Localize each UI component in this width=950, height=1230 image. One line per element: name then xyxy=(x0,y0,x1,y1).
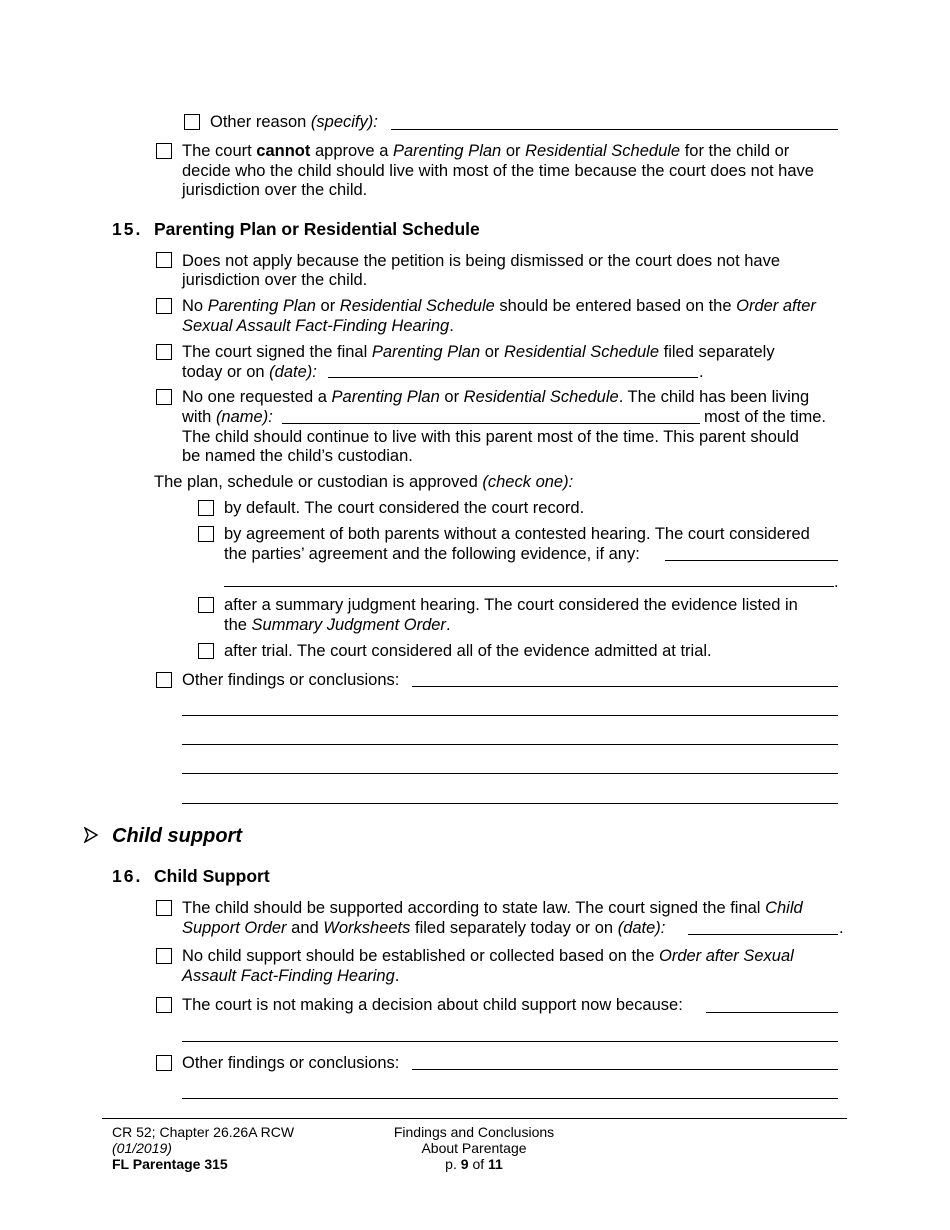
agreement-evidence-field[interactable] xyxy=(665,560,838,561)
does-not-apply-line2: jurisdiction over the child. xyxy=(182,271,368,289)
summary-judgment-line2: the Summary Judgment Order. xyxy=(224,616,451,634)
other-findings-16-field[interactable] xyxy=(412,1069,838,1070)
court-signed-final-line2: today or on (date): xyxy=(182,363,317,381)
court-cannot-approve-text: The court cannot approve a Parenting Plan or Residential Schedule for the child or xyxy=(182,142,790,160)
no-one-requested-checkbox[interactable] xyxy=(156,389,172,405)
other-findings-16-label: Other findings or conclusions: xyxy=(182,1054,400,1072)
court-signed-final-text: The court signed the final Parenting Plan or Residential Schedule filed separately xyxy=(182,343,775,361)
agreement-evidence-period: . xyxy=(834,573,839,591)
by-agreement-line2: the parties’ agreement and the following evidence, if any: xyxy=(224,545,640,563)
after-trial-text: after trial. The court considered all of the evidence admitted at trial. xyxy=(224,642,712,660)
other-findings-15-checkbox[interactable] xyxy=(156,672,172,688)
continue-living-line: The child should continue to live with this parent most of the time. This parent should xyxy=(182,428,799,446)
other-reason-label: Other reason (specify): xyxy=(210,113,378,131)
no-parenting-plan-checkbox[interactable] xyxy=(156,298,172,314)
no-child-support-line2: Assault Fact-Finding Hearing. xyxy=(182,967,400,985)
section-15-number: 15. xyxy=(112,219,143,239)
footer-title-line1: Findings and Conclusions xyxy=(393,1124,555,1140)
arrow-bullet-icon xyxy=(84,827,98,843)
signed-date-field[interactable] xyxy=(328,377,698,378)
other-findings-15-line-4[interactable] xyxy=(182,773,838,774)
by-agreement-line1: by agreement of both parents without a contested hearing. The court considered xyxy=(224,525,810,543)
by-default-text: by default. The court considered the court record. xyxy=(224,499,585,517)
living-with-label: with (name): xyxy=(182,408,273,426)
state-law-support-line1: The child should be supported according to state law. The court signed the final Child xyxy=(182,899,803,917)
custodian-line: be named the child’s custodian. xyxy=(182,447,413,465)
living-with-name-field[interactable] xyxy=(282,423,700,424)
court-cannot-approve-line2: decide who the child should live with most of the time because the court does not have xyxy=(182,162,814,180)
court-cannot-approve-checkbox[interactable] xyxy=(156,143,172,159)
footer-form-number: FL Parentage 315 xyxy=(112,1156,228,1172)
not-deciding-support-label: The court is not making a decision about child support now because: xyxy=(182,996,683,1014)
signed-date-period: . xyxy=(699,363,704,381)
agreement-evidence-field-2[interactable] xyxy=(224,586,834,587)
other-findings-15-field[interactable] xyxy=(412,686,838,687)
footer-rule xyxy=(102,1118,847,1119)
approved-by-label: The plan, schedule or custodian is approved (check one): xyxy=(154,473,574,491)
footer-revision-date: (01/2019) xyxy=(112,1140,172,1156)
other-findings-15-line-2[interactable] xyxy=(182,715,838,716)
not-deciding-reason-field[interactable] xyxy=(706,1012,838,1013)
no-child-support-line1: No child support should be established or collected based on the Order after Sexual xyxy=(182,947,794,965)
by-default-checkbox[interactable] xyxy=(198,500,214,516)
support-order-date-period: . xyxy=(839,919,844,937)
other-findings-15-line-5[interactable] xyxy=(182,803,838,804)
does-not-apply-line1: Does not apply because the petition is being dismissed or the court does not have xyxy=(182,252,781,270)
does-not-apply-checkbox[interactable] xyxy=(156,252,172,268)
other-reason-field[interactable] xyxy=(391,129,838,130)
state-law-support-checkbox[interactable] xyxy=(156,900,172,916)
other-findings-15-label: Other findings or conclusions: xyxy=(182,671,400,689)
no-child-support-checkbox[interactable] xyxy=(156,948,172,964)
court-signed-final-checkbox[interactable] xyxy=(156,344,172,360)
no-one-requested-text: No one requested a Parenting Plan or Residential Schedule. The child has been living xyxy=(182,388,810,406)
support-order-date-field[interactable] xyxy=(688,934,838,935)
not-deciding-support-checkbox[interactable] xyxy=(156,997,172,1013)
other-findings-15-line-3[interactable] xyxy=(182,744,838,745)
other-findings-16-line-2[interactable] xyxy=(182,1098,838,1099)
other-reason-checkbox[interactable] xyxy=(184,114,200,130)
summary-judgment-checkbox[interactable] xyxy=(198,597,214,613)
footer-title-line2: About Parentage xyxy=(421,1140,527,1156)
summary-judgment-line1: after a summary judgment hearing. The court considered the evidence listed in xyxy=(224,596,798,614)
court-cannot-approve-line3: jurisdiction over the child. xyxy=(182,181,368,199)
state-law-support-line2: Support Order and Worksheets filed separately today or on (date): xyxy=(182,919,666,937)
other-findings-16-checkbox[interactable] xyxy=(156,1055,172,1071)
by-agreement-checkbox[interactable] xyxy=(198,526,214,542)
section-15-title: Parenting Plan or Residential Schedule xyxy=(154,219,480,239)
no-parenting-plan-line2: Sexual Assault Fact-Finding Hearing. xyxy=(182,317,454,335)
after-trial-checkbox[interactable] xyxy=(198,643,214,659)
no-parenting-plan-text: No Parenting Plan or Residential Schedule should be entered based on the Order after xyxy=(182,297,816,315)
footer-statute: CR 52; Chapter 26.26A RCW xyxy=(112,1124,295,1140)
not-deciding-reason-line-2[interactable] xyxy=(182,1041,838,1042)
section-16-number: 16. xyxy=(112,866,143,886)
section-16-title: Child Support xyxy=(154,866,270,886)
child-support-heading: Child support xyxy=(112,825,242,847)
most-of-time-text: most of the time. xyxy=(704,408,826,426)
footer-page-number: p. 9 of 11 xyxy=(445,1156,503,1172)
